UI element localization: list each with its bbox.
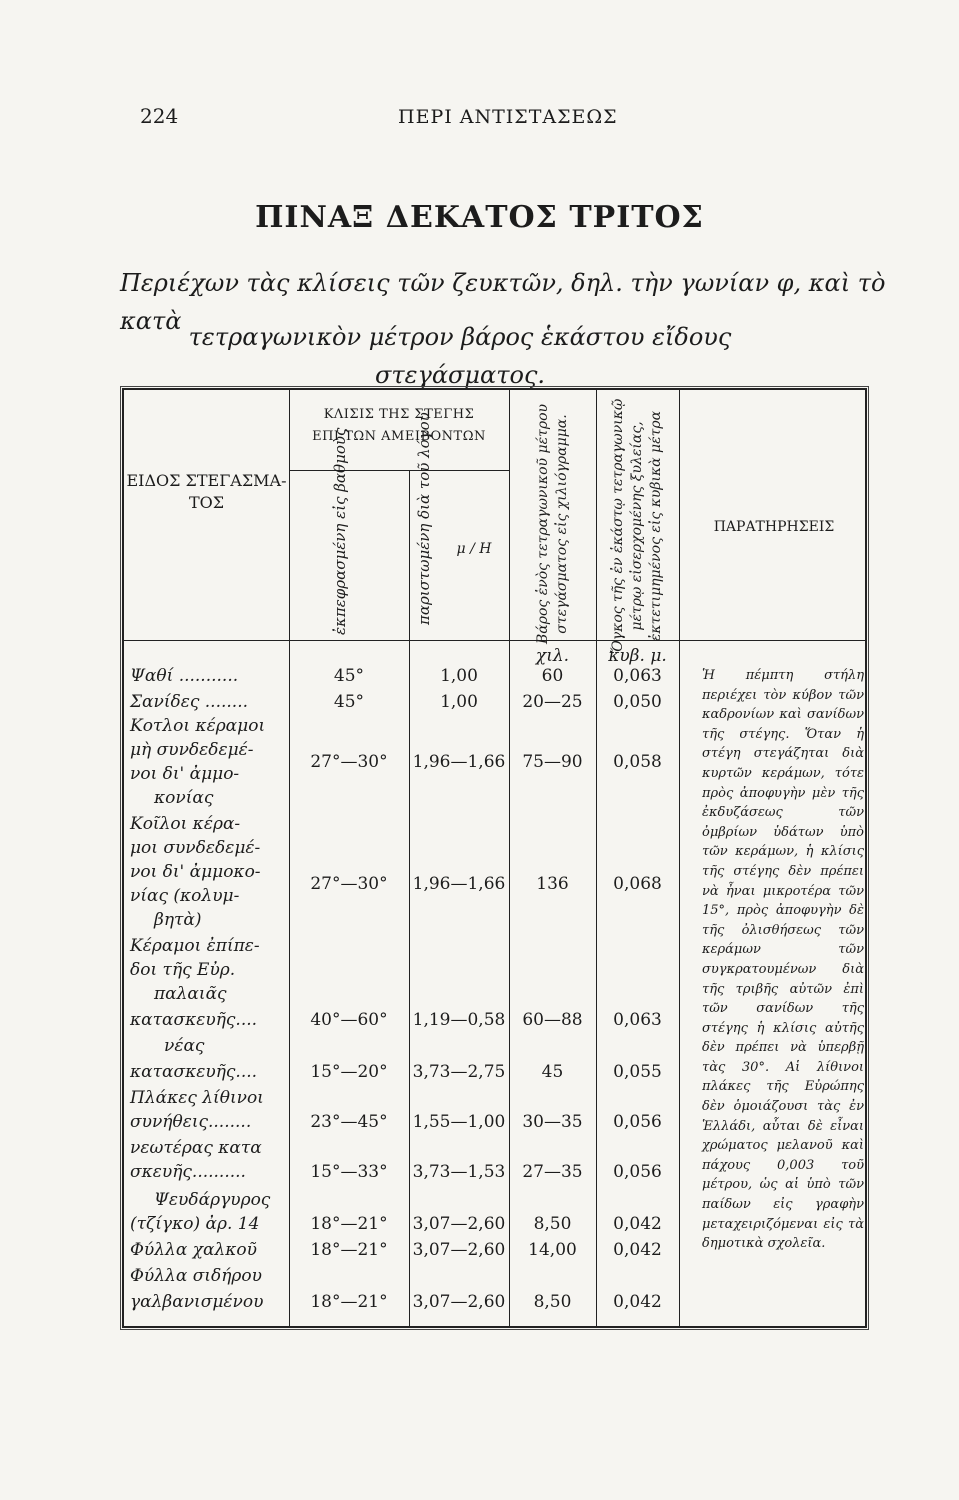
remarks-text: Ἡ πέμπτη στήλη περιέχει τὸν κύβον τῶν καδρονίων καὶ σανίδων τῆς στέγης. Ὅταν ἡ στέγη στεγάζηται διὰ κυρτῶν κεράμων, τότε πρὸς ἀποφυγὴν μὲν τῆς ἐκδυζάσεως τῶν ὀμβρίων ὑδάτων ὑπὸ τῶν κεράμων, ἡ κλίσις τῆς στέγης δὲν πρέπει νὰ ἦναι μικροτέρα τῶν 15°, πρὸς ἀποφυγὴν δὲ τῆς ὀλισθήσεως τῶν κεράμων τῶν συγκρατουμένων διὰ τῆς τριβῆς αὐτῶν ἐπὶ τῶν σανίδων τῆς στέγης ἡ κλίσις αὐτῆς δὲν πρέπει νὰ ὑπερβῇ τὰς 30°. Αἱ λίθινοι πλάκες τῆς Εὐρώπης δὲν ὁμοιάζουσι τὰς ἐν Ἑλλάδι, αὗται δὲ εἶναι χρώματος μελανοῦ καὶ πάχους 0,003 τοῦ μέτρου, ὡς αἱ ὑπὸ τῶν παίδων εἰς γραφὴν μεταχειριζόμεναι εἰς τὰ δημοτικὰ σχολεῖα.	[702, 668, 864, 1252]
row-weight: 45	[541, 1062, 564, 1082]
row-kind: γαλβανισμένου	[130, 1292, 264, 1312]
row-volume: 0,058	[613, 752, 662, 772]
row-kind: συνήθεις........	[130, 1112, 252, 1132]
header-notes: ΠΑΡΑΤΗΡΗΣΕΙΣ	[713, 519, 835, 535]
unit-volume: κυβ. μ.	[608, 646, 667, 666]
row-kind: κονίας	[154, 788, 214, 808]
header-slope-group: ΚΛΙΣΙΣ ΤΗΣ ΣΤΕΓΗΣ ΕΠΙ ΤΩΝ ΑΜΕΙΒΟΝΤΩΝ	[312, 407, 486, 444]
row-volume: 0,042	[613, 1292, 662, 1312]
row-kind: Κοτλοι κέραμοι	[130, 716, 266, 736]
row-degrees: 45°	[333, 692, 365, 712]
row-ratio: 3,73—2,75	[412, 1062, 506, 1082]
row-weight: 30—35	[522, 1112, 583, 1132]
table-title: ΠΙΝΑΞ ΔΕΚΑΤΟΣ ΤΡΙΤΟΣ	[255, 200, 704, 235]
row-kind: Φύλλα σιδήρου	[130, 1266, 262, 1286]
row-degrees: 23°—45°	[310, 1112, 388, 1132]
row-ratio: 3,07—2,60	[412, 1240, 506, 1260]
col-divider	[509, 390, 510, 1326]
row-kind: κατασκευῆς....	[130, 1062, 258, 1082]
row-volume: 0,056	[613, 1112, 662, 1132]
row-ratio: 3,07—2,60	[412, 1292, 506, 1312]
caption-line-1: Περιέχων τὰς κλίσεις τῶν ζευκτῶν, δηλ. τὴν γωνίαν φ, καὶ τὸ κατὰ	[120, 269, 886, 335]
row-weight: 60—88	[522, 1010, 583, 1030]
row-volume: 0,042	[613, 1214, 662, 1234]
row-weight: 14,00	[528, 1240, 577, 1260]
row-kind: δοι τῆς Εὐρ.	[130, 960, 236, 980]
header-volume: Ὄγκος τῆς ἐν ἑκάστῳ τετραγωνικῷ μέτρῳ εἰσερχομένης ξυλείας, ἐκτετιμημένος εἰς κυβικὰ μέτρα	[610, 398, 664, 654]
row-weight: 8,50	[533, 1214, 572, 1234]
row-ratio: 3,73—1,53	[412, 1162, 506, 1182]
row-kind: σκευῆς..........	[130, 1162, 246, 1182]
running-head: ΠΕΡΙ ΑΝΤΙΣΤΑΣΕΩΣ	[398, 106, 618, 128]
row-volume: 0,063	[613, 666, 662, 686]
row-kind: Κοῖλοι κέρα-	[130, 814, 241, 834]
row-kind: νεωτέρας κατα	[130, 1138, 262, 1158]
header-kind: ΕΙΔΟΣ ΣΤΕΓΑΣΜΑ-ΤΟΣ	[126, 471, 287, 512]
data-table	[122, 388, 867, 1328]
row-kind: κατασκευῆς....	[130, 1010, 258, 1030]
row-weight: 60	[541, 666, 564, 686]
row-kind: Σανίδες ........	[130, 692, 249, 712]
row-weight: 75—90	[522, 752, 583, 772]
row-degrees: 27°—30°	[310, 752, 388, 772]
row-kind: νοι δι' ἀμμο-	[130, 764, 240, 784]
row-degrees: 18°—21°	[310, 1240, 388, 1260]
row-ratio: 1,55—1,00	[412, 1112, 506, 1132]
caption-line-2: τετραγωνικὸν μέτρον βάρος ἑκάστου εἴδους στεγάσματος.	[188, 323, 732, 389]
col-divider	[409, 470, 410, 1326]
row-volume: 0,055	[613, 1062, 662, 1082]
row-ratio: 1,00	[440, 692, 478, 712]
page-number: 224	[140, 104, 179, 128]
header-ratio-symbol: μ / Η	[456, 541, 492, 557]
col-divider	[596, 390, 597, 1326]
row-kind: νέας	[164, 1036, 205, 1056]
row-volume: 0,063	[613, 1010, 662, 1030]
row-ratio: 1,96—1,66	[412, 874, 506, 894]
row-kind: Κέραμοι ἐπίπε-	[130, 936, 260, 956]
row-volume: 0,056	[613, 1162, 662, 1182]
row-kind: παλαιᾶς	[154, 984, 227, 1004]
row-kind: μοι συνδεδεμέ-	[130, 838, 261, 858]
row-kind: Ψαθί ...........	[130, 666, 239, 686]
row-kind: Ψευδάργυρος	[154, 1190, 271, 1210]
row-kind: βητὰ)	[154, 910, 202, 930]
row-kind: Πλάκες λίθινοι	[130, 1088, 264, 1108]
row-degrees: 15°—33°	[310, 1162, 388, 1182]
row-ratio: 3,07—2,60	[412, 1214, 506, 1234]
row-volume: 0,068	[613, 874, 662, 894]
unit-weight: χιλ.	[535, 646, 570, 666]
row-kind: Φύλλα χαλκοῦ	[130, 1240, 257, 1260]
col-divider	[289, 390, 290, 1326]
row-weight: 8,50	[533, 1292, 572, 1312]
header-ratio: παριστωμένη διὰ τοῦ λόγου	[415, 412, 433, 625]
row-weight: 27—35	[522, 1162, 583, 1182]
row-degrees: 40°—60°	[310, 1010, 388, 1030]
row-weight: 136	[536, 874, 569, 894]
row-kind: μὴ συνδεδεμέ-	[130, 740, 254, 760]
header-degrees: ἐκπεφρασμένη εἰς βαθμοὺς	[331, 427, 349, 635]
row-ratio: 1,19—0,58	[412, 1010, 506, 1030]
row-ratio: 1,96—1,66	[412, 752, 506, 772]
row-weight: 20—25	[522, 692, 583, 712]
row-degrees: 18°—21°	[310, 1214, 388, 1234]
row-degrees: 27°—30°	[310, 874, 388, 894]
row-degrees: 18°—21°	[310, 1292, 388, 1312]
header-divider	[124, 640, 865, 641]
row-volume: 0,050	[613, 692, 662, 712]
row-degrees: 15°—20°	[310, 1062, 388, 1082]
row-kind: νοι δι' ἀμμοκο-	[130, 862, 261, 882]
row-ratio: 1,00	[440, 666, 478, 686]
row-divider	[289, 470, 509, 471]
row-volume: 0,042	[613, 1240, 662, 1260]
row-kind: (τζίγκο) ἀρ. 14	[130, 1214, 260, 1234]
row-degrees: 45°	[333, 666, 365, 686]
row-kind: νίας (κολυμ-	[130, 886, 240, 906]
header-weight: Βάρος ἑνὸς τετραγωνικοῦ μέτρου στεγάσματος εἰς χιλιόγραμμα.	[535, 403, 570, 644]
